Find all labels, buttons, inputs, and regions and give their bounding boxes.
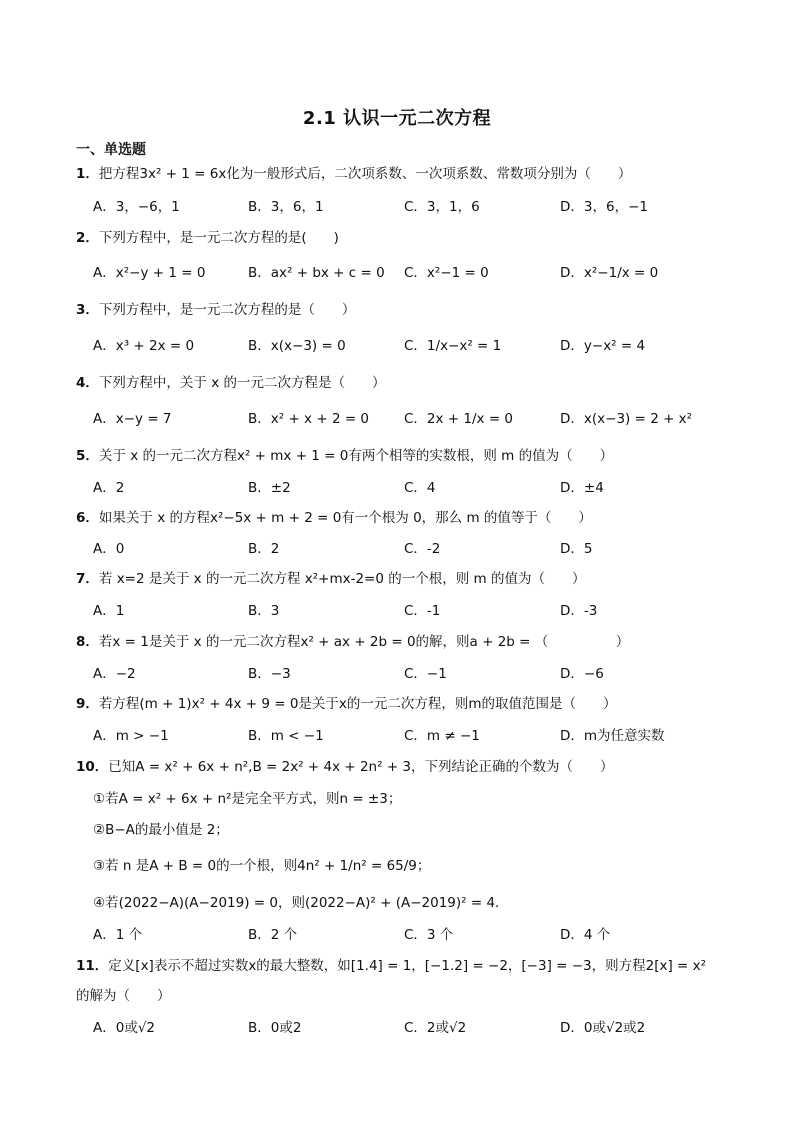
question-11-continued: 的解为（ ） — [76, 988, 171, 1004]
question-number: 3． — [76, 302, 99, 318]
option-b: B．x² + x + 2 = 0 — [248, 411, 370, 427]
question-number: 10． — [76, 759, 109, 775]
option-a: A．m > −1 — [93, 728, 169, 744]
question-number: 2． — [76, 230, 99, 246]
section-heading: 一、单选题 — [76, 142, 146, 158]
option-c: C．-2 — [404, 541, 441, 557]
question-text: 若方程(m + 1)x² + 4x + 9 = 0是关于x的一元二次方程，则m的取值范围是（ ） — [98, 696, 617, 712]
option-c: C．m ≠ −1 — [404, 728, 480, 744]
question-2 — [76, 228, 339, 248]
question-number: 5． — [76, 448, 99, 464]
options-11 — [93, 1017, 723, 1039]
option-d: D．5 — [560, 541, 593, 557]
option-d: D．-3 — [560, 603, 598, 619]
option-b: B．2 个 — [248, 927, 298, 943]
option-b: B．0或2 — [248, 1020, 302, 1036]
statement-2: ②B−A的最小值是 2； — [93, 822, 229, 838]
option-c: C．2x + 1/x = 0 — [404, 411, 514, 427]
option-d: D．4 个 — [560, 927, 611, 943]
options-3 — [93, 335, 723, 357]
question-11 — [76, 956, 706, 976]
question-text: 下列方程中，关于 x 的一元二次方程是（ ） — [98, 375, 386, 391]
option-d: D．3，6，−1 — [560, 199, 648, 215]
question-text: 如果关于 x 的方程x²−5x + m + 2 = 0有一个根为 0，那么 m 的值等于（ ） — [98, 510, 592, 526]
option-b: B．−3 — [248, 666, 291, 682]
page-title: 2.1 认识一元二次方程 — [302, 108, 492, 129]
option-d: D．y−x² = 4 — [560, 338, 646, 354]
question-text: 把方程3x² + 1 = 6x化为一般形式后，二次项系数、一次项系数、常数项分别为（ ） — [98, 166, 632, 182]
question-number: 6． — [76, 510, 99, 526]
statement-3: ③若 n 是A + B = 0的一个根，则4n² + 1/n² = 65/9； — [93, 858, 431, 874]
question-number: 11． — [76, 958, 109, 974]
option-a: A．3，−6，1 — [93, 199, 180, 215]
options-9 — [93, 725, 723, 747]
question-number: 9． — [76, 696, 99, 712]
question-10 — [76, 757, 614, 777]
question-4 — [76, 373, 385, 393]
options-4 — [93, 408, 723, 430]
options-7 — [93, 600, 723, 622]
question-7 — [76, 569, 585, 589]
option-d: D．x(x−3) = 2 + x² — [560, 411, 693, 427]
option-a: A．x−y = 7 — [93, 411, 172, 427]
option-c: C．1/x−x² = 1 — [404, 338, 502, 354]
options-5 — [93, 477, 723, 499]
option-c: C．−1 — [404, 666, 447, 682]
option-c: C．3，1，6 — [404, 199, 480, 215]
option-b: B．x(x−3) = 0 — [248, 338, 346, 354]
options-10 — [93, 924, 723, 946]
question-text: 若x = 1是关于 x 的一元二次方程x² + ax + 2b = 0的解，则a + 2b = （ ） — [98, 634, 630, 650]
option-a: A．0 — [93, 541, 125, 557]
option-a: A．0或√2 — [93, 1020, 156, 1036]
question-text: 下列方程中，是一元二次方程的是（ ） — [98, 302, 356, 318]
question-text: 关于 x 的一元二次方程x² + mx + 1 = 0有两个相等的实数根，则 m 的值为（ ） — [98, 448, 614, 464]
question-8 — [76, 632, 629, 652]
option-a: A．2 — [93, 480, 125, 496]
option-a: A．−2 — [93, 666, 136, 682]
statement-4: ④若(2022−A)(A−2019) = 0，则(2022−A)² + (A−2019)² = 4． — [93, 895, 509, 911]
option-d: D．0或√2或2 — [560, 1020, 646, 1036]
question-number: 4． — [76, 375, 99, 391]
option-a: A．1 个 — [93, 927, 143, 943]
option-b: B．m < −1 — [248, 728, 324, 744]
question-6 — [76, 508, 592, 528]
option-c: C．x²−1 = 0 — [404, 265, 489, 281]
question-text: 下列方程中，是一元二次方程的是( ) — [98, 230, 339, 246]
options-1 — [93, 196, 723, 218]
option-b: B．2 — [248, 541, 280, 557]
question-number: 7． — [76, 571, 99, 587]
statement-1: ①若A = x² + 6x + n²是完全平方式，则n = ±3； — [93, 791, 402, 807]
option-d: D．m为任意实数 — [560, 728, 665, 744]
option-d: D．±4 — [560, 480, 604, 496]
option-a: A．x²−y + 1 = 0 — [93, 265, 206, 281]
options-2 — [93, 262, 723, 284]
option-c: C．3 个 — [404, 927, 454, 943]
option-c: C．4 — [404, 480, 436, 496]
option-c: C．-1 — [404, 603, 441, 619]
question-text: 定义[x]表示不超过实数x的最大整数，如[1.4] = 1，[−1.2] = −2，[−3] = −3，则方程2[x] = x² — [108, 958, 707, 974]
question-number: 8． — [76, 634, 99, 650]
option-b: B．3，6，1 — [248, 199, 324, 215]
option-a: A．x³ + 2x = 0 — [93, 338, 195, 354]
question-1 — [76, 164, 631, 184]
question-9 — [76, 694, 617, 714]
question-3 — [76, 300, 355, 320]
question-text: 已知A = x² + 6x + n²,B = 2x² + 4x + 2n² + 3，下列结论正确的个数为（ ） — [108, 759, 614, 775]
option-b: B．3 — [248, 603, 280, 619]
option-b: B．±2 — [248, 480, 291, 496]
question-number: 1． — [76, 166, 99, 182]
options-8 — [93, 663, 723, 685]
option-b: B．ax² + bx + c = 0 — [248, 265, 385, 281]
question-5 — [76, 446, 613, 466]
options-6 — [93, 538, 723, 560]
question-text: 若 x=2 是关于 x 的一元二次方程 x²+mx-2=0 的一个根，则 m 的值为（ ） — [98, 571, 586, 587]
option-d: D．x²−1/x = 0 — [560, 265, 659, 281]
option-a: A．1 — [93, 603, 125, 619]
option-d: D．−6 — [560, 666, 604, 682]
option-c: C．2或√2 — [404, 1020, 467, 1036]
